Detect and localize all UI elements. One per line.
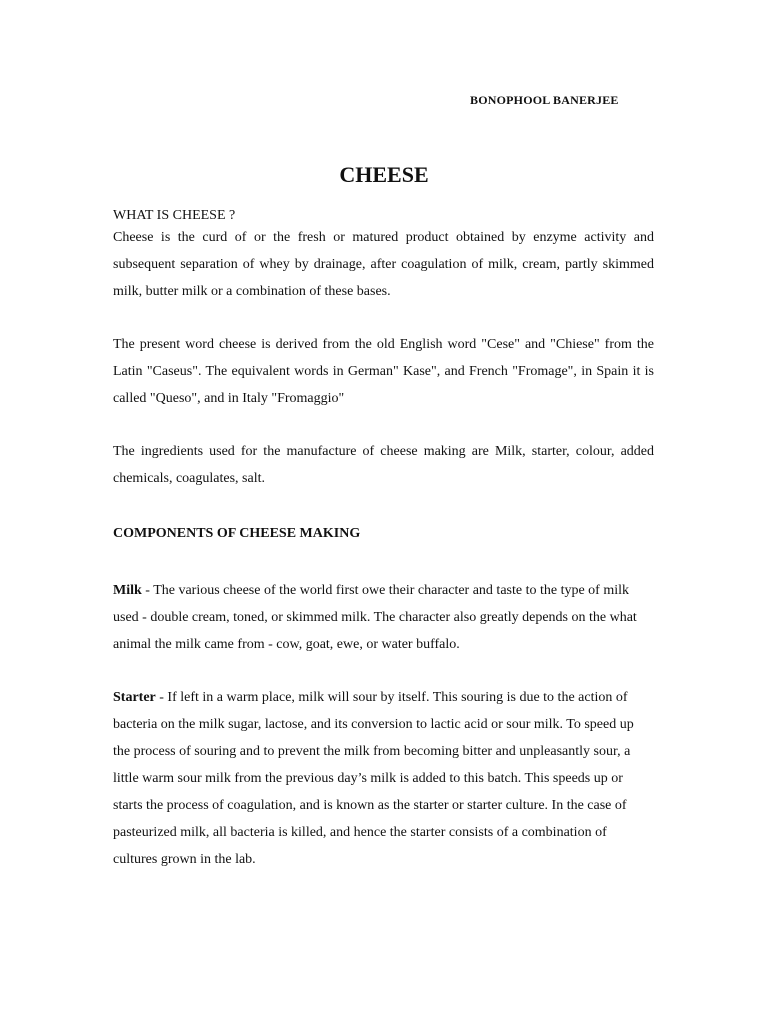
author-name: BONOPHOOL BANERJEE bbox=[470, 93, 619, 107]
milk-paragraph bbox=[113, 577, 654, 658]
milk-term: Milk bbox=[113, 583, 142, 598]
milk-text: - The various cheese of the world first owe their character and taste to the type of milk used - double cream, toned, or skimmed milk. The character also greatly depends on the what animal the milk came from - cow, goat, ewe, or water buffalo. bbox=[113, 583, 637, 652]
document-title: CHEESE bbox=[339, 162, 429, 187]
definition-paragraph: Cheese is the curd of or the fresh or matured product obtained by enzyme activity and subsequent separation of whey by drainage, after coagulation of milk, cream, partly skimmed milk, butter milk or a combination of these bases. bbox=[113, 230, 654, 299]
ingredients-paragraph: The ingredients used for the manufacture of cheese making are Milk, starter, colour, added chemicals, coagulates, salt. bbox=[113, 444, 654, 486]
question-heading: WHAT IS CHEESE ? bbox=[113, 208, 236, 223]
starter-paragraph bbox=[113, 684, 654, 873]
starter-text: - If left in a warm place, milk will sour by itself. This souring is due to the action of bacteria on the milk sugar, lactose, and its conversion to lactic acid or sour milk. To speed up the process of souring and to prevent the milk from becoming bitter and unpleasantly sour, a little warm sour milk from the previous day’s milk is added to this batch. This speeds up or starts the process of coagulation, and is known as the starter or starter culture. In the case of pasteurized milk, all bacteria is killed, and hence the starter consists of a combination of cultures grown in the lab. bbox=[113, 690, 634, 867]
etymology-paragraph: The present word cheese is derived from the old English word "Cese" and "Chiese" from the Latin "Caseus". The equivalent words in German" Kase", and French "Fromage", in Spain it is called "Queso", and in Italy "Fromaggio" bbox=[113, 337, 654, 406]
components-heading: COMPONENTS OF CHEESE MAKING bbox=[113, 526, 361, 541]
starter-term: Starter bbox=[113, 690, 156, 705]
